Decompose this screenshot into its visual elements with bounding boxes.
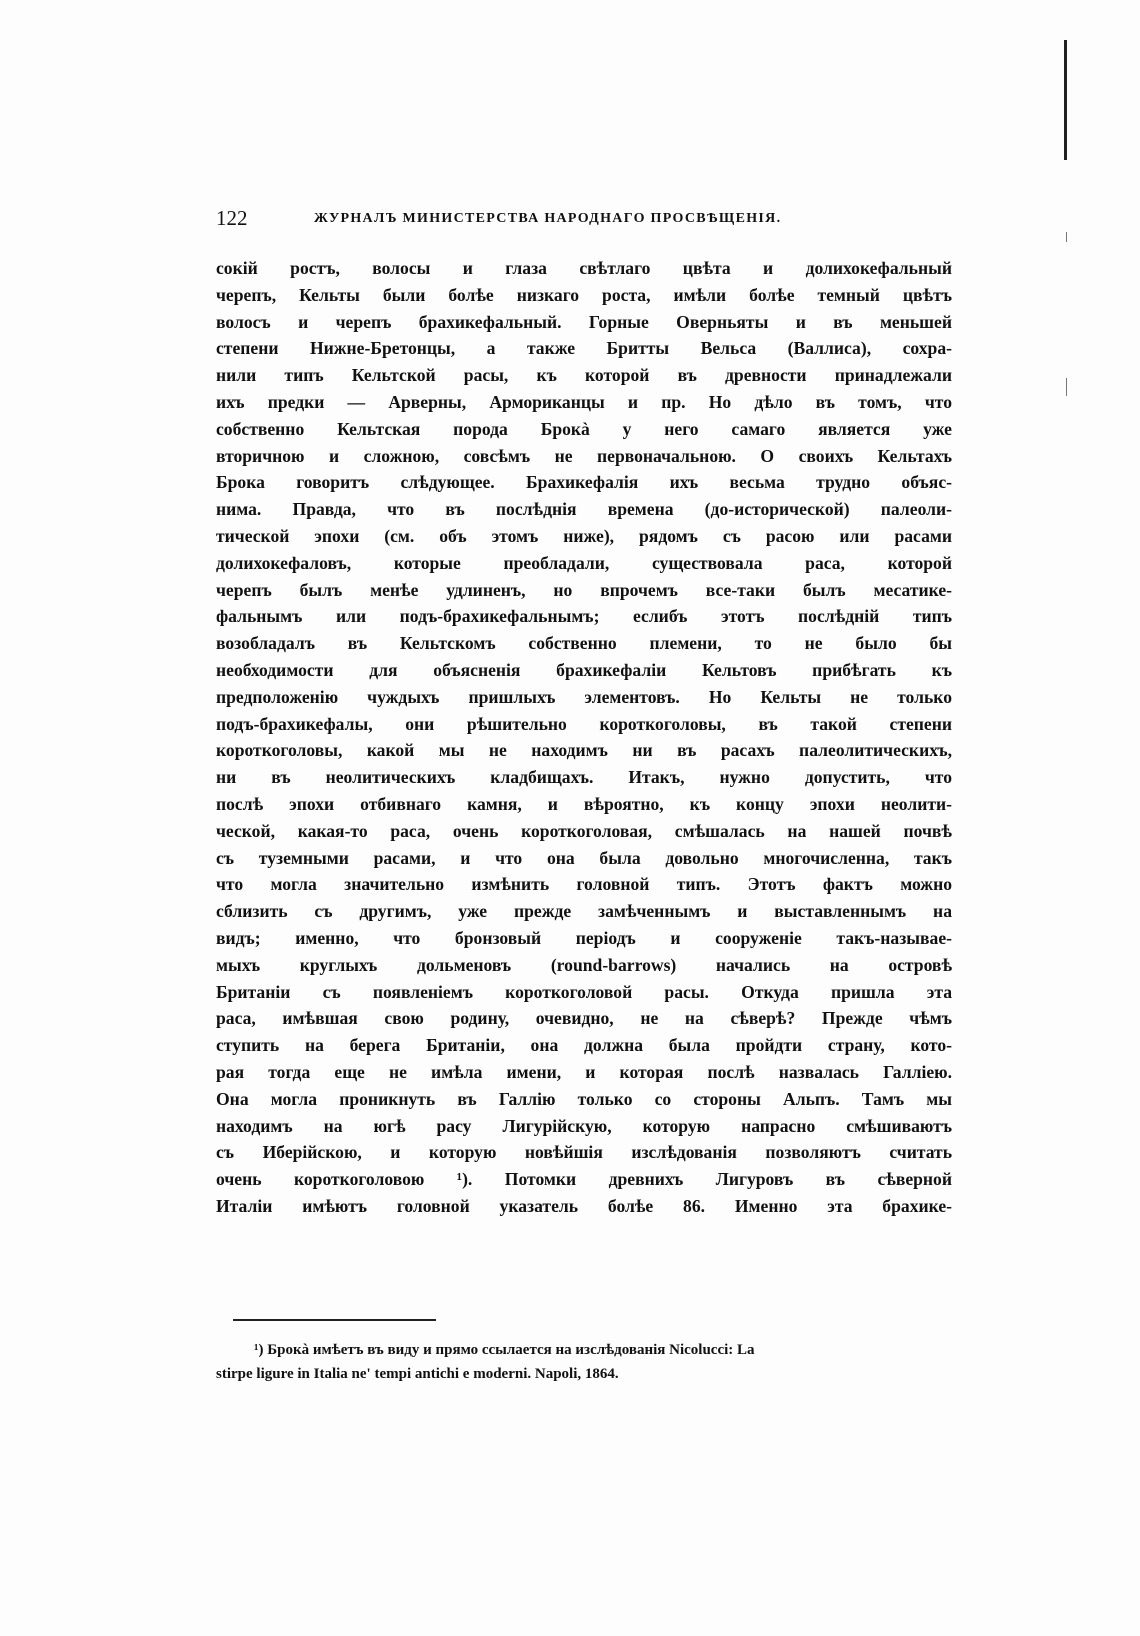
text-line: рая тогда еще не имѣла имени, и которая послѣ назвалась Галліею.	[216, 1061, 952, 1082]
text-line: вторичною и сложною, совсѣмъ не первоначальною. О своихъ Кельтахъ	[216, 445, 952, 466]
page-header	[216, 206, 952, 242]
footnote-line: ¹) Брокà имѣетъ въ виду и прямо ссылается на изслѣдованія Nicolucci: La	[254, 1342, 755, 1358]
text-line: Британіи съ появленіемъ короткоголовой расы. Откуда пришла эта	[216, 981, 952, 1002]
footnote-divider	[233, 1319, 436, 1321]
text-line: черепъ былъ менѣе удлиненъ, но впрочемъ все-таки былъ месатике-	[216, 579, 952, 600]
text-line: собственно Кельтская порода Брокà у него самаго является уже	[216, 418, 952, 439]
text-line: фальнымъ или подъ-брахикефальнымъ; еслибъ этотъ послѣдній типъ	[216, 606, 952, 627]
text-line: волосъ и черепъ брахикефальный. Горные Оверньяты и въ меньшей	[216, 311, 952, 332]
text-line: ступить на берега Британіи, она должна была пройдти страну, кото-	[216, 1035, 952, 1056]
text-line: что могла значительно измѣнить головной типъ. Этотъ фактъ можно	[216, 874, 952, 895]
text-line: съ туземными расами, и что она была довольно многочисленна, такъ	[216, 847, 952, 868]
text-line: предположенію чуждыхъ пришлыхъ элементовъ. Но Кельты не только	[216, 686, 952, 707]
body-text	[216, 255, 952, 1220]
text-line: степени Нижне-Бретонцы, а также Бритты Вельса (Валлиса), сохра-	[216, 338, 952, 359]
text-line: находимъ на югѣ расу Лигурійскую, которую напрасно смѣшиваютъ	[216, 1115, 952, 1136]
text-line: съ Иберійскою, и которую новѣйшія изслѣдованія позволяютъ считать	[216, 1142, 952, 1163]
text-line: раса, имѣвшая свою родину, очевидно, не на сѣверѣ? Прежде чѣмъ	[216, 1008, 952, 1029]
text-line: послѣ эпохи отбивнаго камня, и вѣроятно, къ концу эпохи неолити-	[216, 793, 952, 814]
text-line: подъ-брахикефалы, они рѣшительно короткоголовы, въ такой степени	[216, 713, 952, 734]
running-title: ЖУРНАЛЪ МИНИСТЕРСТВА НАРОДНАГО ПРОСВѢЩЕНІЯ.	[314, 211, 782, 226]
text-line: долихокефаловъ, которые преобладали, существовала раса, которой	[216, 552, 952, 573]
footnote-line: stirpe ligure in Italia ne' tempi antichi e moderni. Napoli, 1864.	[216, 1366, 619, 1382]
text-line: ческой, какая-то раса, очень короткоголовая, смѣшалась на нашей почвѣ	[216, 820, 952, 841]
text-line: черепъ, Кельты были болѣе низкаго роста, имѣли болѣе темный цвѣтъ	[216, 284, 952, 305]
text-line: возобладалъ въ Кельтскомъ собственно племени, то не было бы	[216, 633, 952, 654]
text-line: сокій ростъ, волосы и глаза свѣтлаго цвѣта и долихокефальный	[216, 258, 952, 278]
text-line: Италіи имѣютъ головной указатель болѣе 86. Именно эта брахике-	[216, 1195, 952, 1216]
text-line: сблизить съ другимъ, уже прежде замѣченнымъ и выставленнымъ на	[216, 901, 952, 922]
text-line: необходимости для объясненія брахикефаліи Кельтовъ прибѣгать къ	[216, 659, 952, 680]
text-line: мыхъ круглыхъ дольменовъ (round-barrows) начались на островѣ	[216, 954, 952, 975]
text-line: ихъ предки — Арверны, Армориканцы и пр. Но дѣло въ томъ, что	[216, 391, 952, 412]
text-line: тической эпохи (см. объ этомъ ниже), рядомъ съ расою или расами	[216, 525, 952, 546]
page-edge-mark	[1064, 40, 1067, 160]
text-line: видъ; именно, что бронзовый періодъ и сооруженіе такъ-называе-	[216, 927, 952, 948]
page-edge-tick	[1066, 378, 1067, 396]
footnotes	[216, 1338, 952, 1386]
text-line: Брока говоритъ слѣдующее. Брахикефалія ихъ весьма трудно объяс-	[216, 472, 952, 493]
text-line: Она могла проникнуть въ Галлію только со стороны Альпъ. Тамъ мы	[216, 1088, 952, 1109]
text-line: ни въ неолитическихъ кладбищахъ. Итакъ, нужно допустить, что	[216, 767, 952, 788]
text-line: короткоголовы, какой мы не находимъ ни въ расахъ палеолитическихъ,	[216, 740, 952, 761]
text-line: очень короткоголовою ¹). Потомки древнихъ Лигуровъ въ сѣверной	[216, 1169, 952, 1190]
page-number: 122	[216, 206, 248, 230]
text-line: нима. Правда, что въ послѣднія времена (до-исторической) палеоли-	[216, 499, 952, 520]
text-line: нили типъ Кельтской расы, къ которой въ древности принадлежали	[216, 365, 952, 386]
page-edge-tick	[1066, 232, 1067, 242]
